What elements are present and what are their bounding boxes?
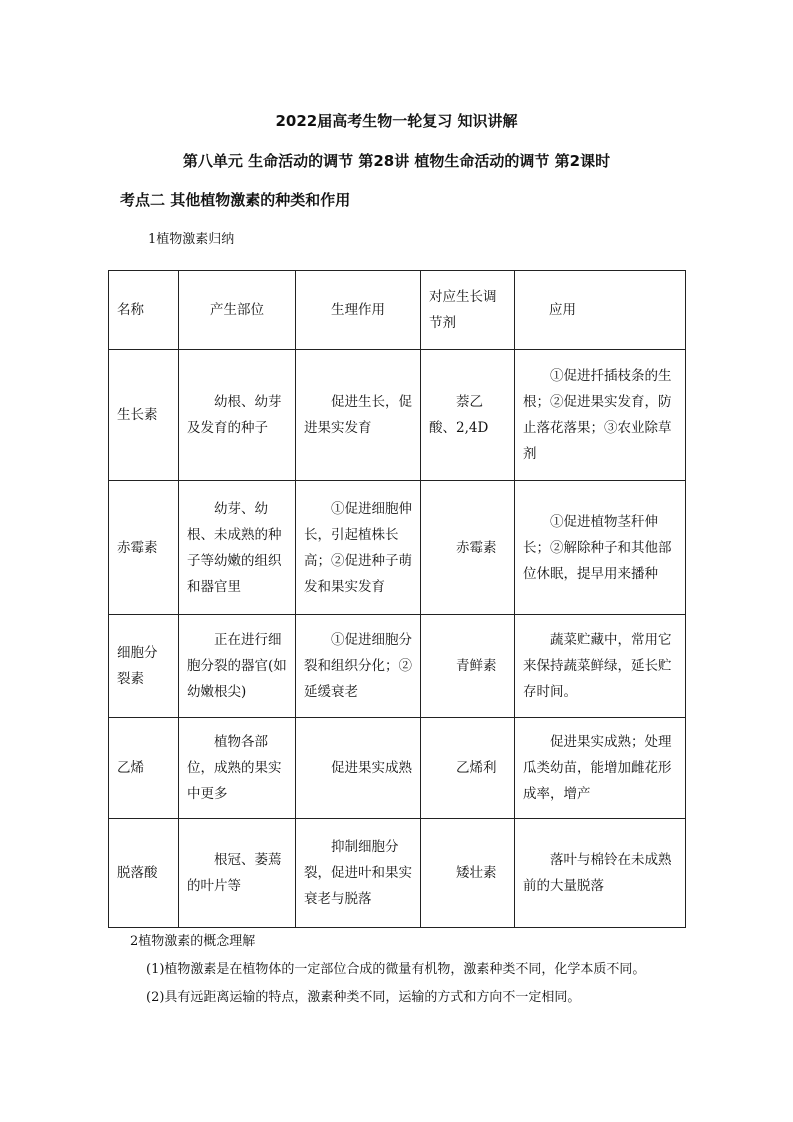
table-cell: 生长素 — [109, 350, 179, 481]
document-title: 2022届高考生物一轮复习 知识讲解 — [275, 112, 518, 130]
table-cell — [179, 481, 296, 615]
table-header-row — [109, 271, 686, 350]
table-cell — [421, 819, 515, 928]
table-row — [109, 481, 686, 615]
header-cell: 生理作用 — [296, 271, 421, 350]
subsection-label: 1植物激素归纳 — [148, 232, 235, 247]
paragraph: (2)具有远距离运输的特点，激素种类不同，运输的方式和方向不一定相同。 — [146, 990, 581, 1005]
cell-text: ①促进植物茎秆伸长；②解除种子和其他部位休眠，提早用来播种 — [523, 513, 672, 582]
table-cell — [179, 615, 296, 718]
paragraph: (1)植物激素是在植物体的一定部位合成的微量有机物，激素种类不同，化学本质不同。 — [146, 962, 646, 977]
table-cell — [179, 718, 296, 819]
table-cell — [296, 481, 421, 615]
cell-text: 蔬菜贮藏中，常用它来保持蔬菜鲜绿，延长贮存时间。 — [523, 632, 672, 700]
table-cell — [515, 350, 686, 481]
cell-text: 植物各部位，成熟的果实中更多 — [187, 734, 282, 802]
subsection-label: 2植物激素的概念理解 — [130, 934, 256, 949]
hormone-table — [108, 270, 686, 928]
cell-text: 萘乙酸、2,4D — [429, 394, 489, 436]
table-cell: 乙烯 — [109, 718, 179, 819]
table-row — [109, 615, 686, 718]
table-cell — [421, 718, 515, 819]
header-cell: 名称 — [109, 271, 179, 350]
table-cell — [515, 718, 686, 819]
cell-text: 乙烯利 — [456, 760, 497, 776]
cell-text: 青鲜素 — [456, 658, 497, 674]
lesson-title: 第八单元 生命活动的调节 第28讲 植物生命活动的调节 第2课时 — [182, 152, 611, 170]
table-cell — [296, 819, 421, 928]
cell-text: ①促进细胞伸长，引起植株长高；②促进种子萌发和果实发育 — [304, 500, 412, 595]
header-cell: 产生部位 — [179, 271, 296, 350]
cell-text: 幼根、幼芽及发育的种子 — [187, 394, 282, 436]
table-cell: 脱落酸 — [109, 819, 179, 928]
table-row — [109, 819, 686, 928]
table-cell — [296, 350, 421, 481]
table-cell — [421, 615, 515, 718]
cell-text: 抑制细胞分裂，促进叶和果实衰老与脱落 — [304, 839, 412, 907]
table-cell — [515, 481, 686, 615]
cell-text: 根冠、萎蔫的叶片等 — [187, 852, 282, 894]
table-cell — [515, 615, 686, 718]
table-cell: 赤霉素 — [109, 481, 179, 615]
table-cell — [296, 718, 421, 819]
table-row — [109, 350, 686, 481]
cell-text: 正在进行细胞分裂的器官(如幼嫩根尖) — [187, 632, 287, 700]
cell-text: 促进果实成熟；处理瓜类幼苗，能增加雌花形成率，增产 — [523, 734, 672, 802]
section-heading: 考点二 其他植物激素的种类和作用 — [120, 191, 351, 209]
table-cell — [515, 819, 686, 928]
cell-text: 矮壮素 — [456, 865, 497, 881]
table-cell: 细胞分裂素 — [109, 615, 179, 718]
table-cell — [179, 819, 296, 928]
cell-text: 落叶与棉铃在未成熟前的大量脱落 — [523, 852, 672, 894]
table-row — [109, 718, 686, 819]
table-cell — [179, 350, 296, 481]
header-cell: 对应生长调节剂 — [421, 271, 515, 350]
table-cell — [421, 481, 515, 615]
table-cell — [421, 350, 515, 481]
table-cell — [296, 615, 421, 718]
header-cell: 应用 — [515, 271, 686, 350]
cell-text: 幼芽、幼根、未成熟的种子等幼嫩的组织和器官里 — [187, 500, 282, 595]
cell-text: ①促进扦插枝条的生根；②促进果实发育，防止落花落果；③农业除草剂 — [523, 368, 672, 462]
cell-text: 促进果实成熟 — [331, 760, 412, 776]
cell-text: 促进生长，促进果实发育 — [304, 394, 412, 436]
cell-text: ①促进细胞分裂和组织分化；②延缓衰老 — [304, 632, 412, 700]
cell-text: 赤霉素 — [456, 539, 497, 556]
